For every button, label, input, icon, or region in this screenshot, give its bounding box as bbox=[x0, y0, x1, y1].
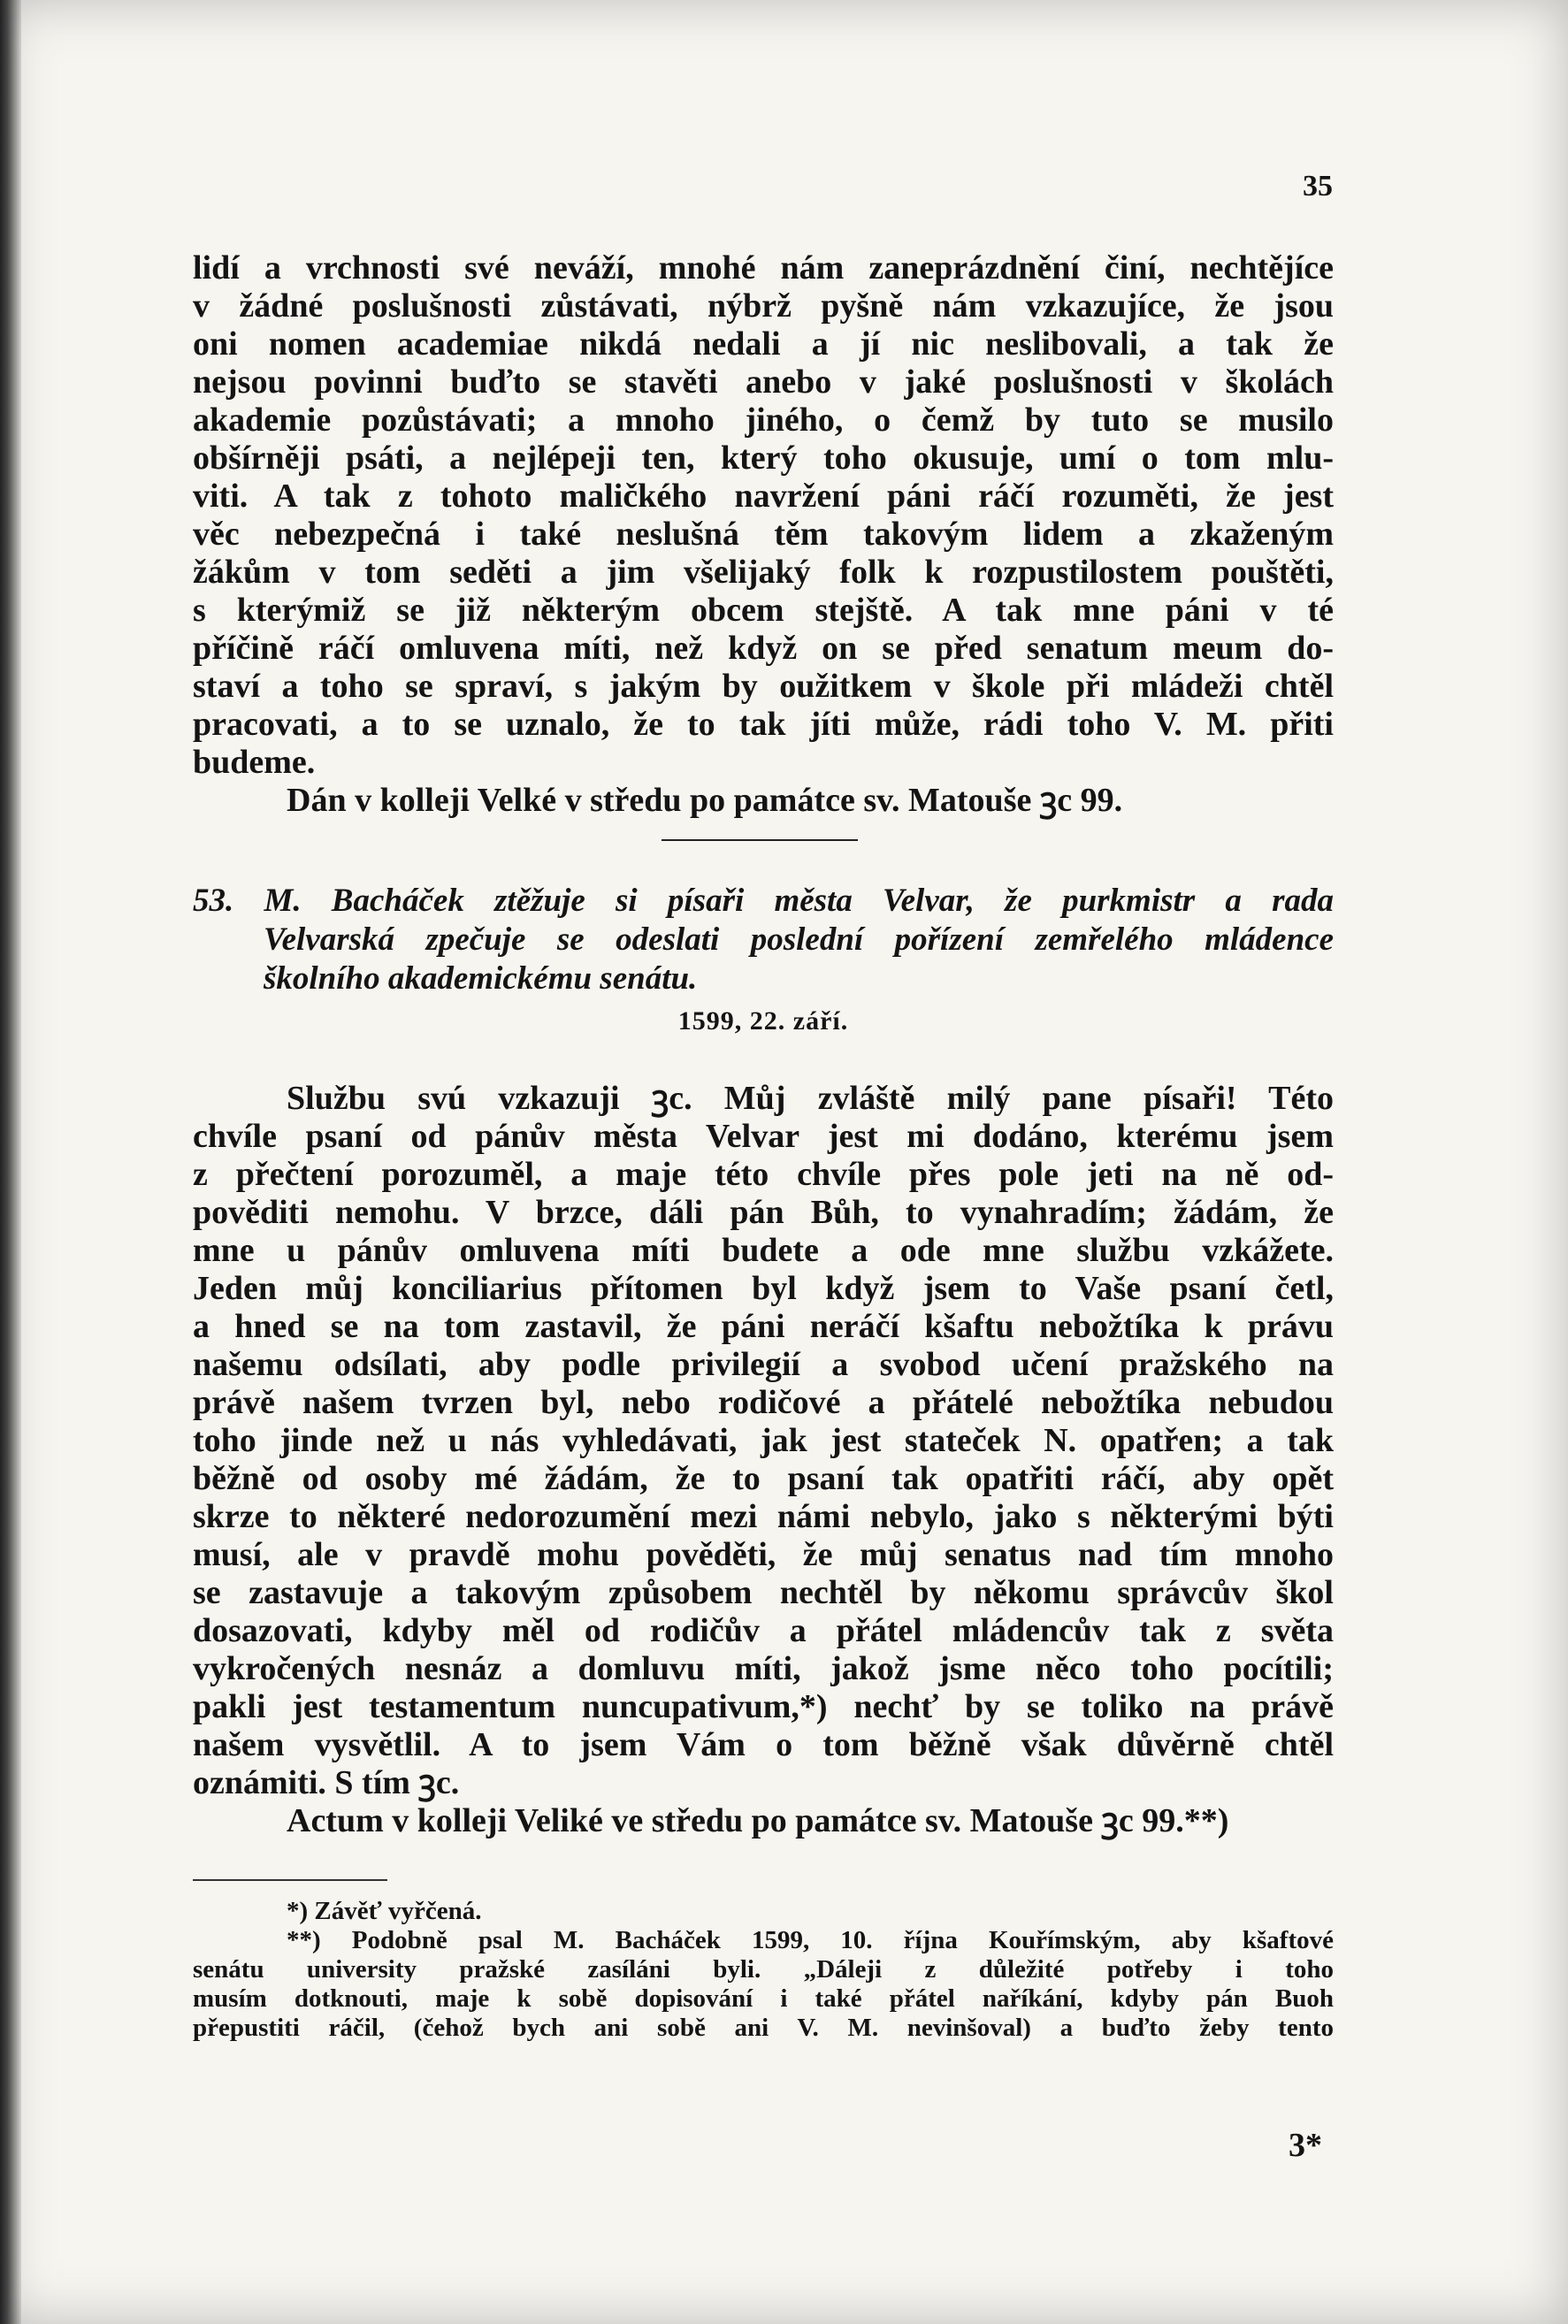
text-line: našemu odsílati, aby podle privilegií a svobod učení pražského na bbox=[193, 1346, 1334, 1383]
text-line: běžně od osoby mé žádám, že to psaní tak opatřiti ráčí, aby opět bbox=[193, 1460, 1334, 1497]
text-line: akademie pozůstávati; a mnoho jiného, o čemž by tuto se musilo bbox=[193, 401, 1334, 439]
page-number: 35 bbox=[1303, 170, 1333, 203]
text-line: toho jinde než u nás vyhledávati, jak jest stateček N. opatřen; a tak bbox=[193, 1422, 1334, 1459]
text-line: našem vysvětlil. A to jsem Vám o tom běžně však důvěrně chtěl bbox=[193, 1726, 1334, 1763]
paragraph-letter-end bbox=[193, 249, 1334, 820]
text-line: s kterýmiž se již některým obcem stejště. A tak mne páni v té bbox=[193, 592, 1334, 629]
heading-line: Velvarská zpečuje se odeslati poslední pořízení zemřelého mládence bbox=[264, 921, 1334, 958]
text-line: vykročených nesnáz a domluvu míti, jakož jsme něco toho pocítili; bbox=[193, 1650, 1334, 1687]
text-line: a hned se na tom zastavil, že páni neráčí kšaftu nebožtíka k právu bbox=[193, 1308, 1334, 1345]
text-line: v žádné poslušnosti zůstávati, nýbrž pyšně nám vzkazujíce, že jsou bbox=[193, 287, 1334, 325]
footnote-line: *) Závěť vyřčená. bbox=[287, 1897, 482, 1925]
text-line: viti. A tak z tohoto maličkého navržení páni ráčí rozuměti, že jest bbox=[193, 478, 1334, 515]
document-date: 1599, 22. září. bbox=[677, 1006, 849, 1036]
closing-line: Dán v kolleji Velké v středu po památce sv. Matouše ꝫc 99. bbox=[287, 782, 1123, 819]
text-line: lidí a vrchnosti své neváží, mnohé nám zaneprázdnění činí, nechtějíce bbox=[193, 249, 1334, 287]
text-line: musí, ale v pravdě mohu pověděti, že můj senatus nad tím mnoho bbox=[193, 1536, 1334, 1573]
text-line: chvíle psaní od pánův města Velvar jest mi dodáno, kterému jsem bbox=[193, 1118, 1334, 1155]
section-separator bbox=[662, 839, 858, 841]
text-line: oni nomen academiae nikdá nedali a jí nic neslibovali, a tak že bbox=[193, 325, 1334, 363]
text-line: skrze to některé nedorozumění mezi námi nebylo, jako s některými býti bbox=[193, 1498, 1334, 1535]
text-line: mne u pánův omluvena míti budete a ode mne službu vzkážete. bbox=[193, 1232, 1334, 1269]
text-line: oznámiti. S tím ꝫc. bbox=[193, 1764, 460, 1801]
heading-line: 53. M. Bacháček ztěžuje si písaři města Velvar, že purkmistr a rada bbox=[193, 883, 1334, 919]
text-line: dosazovati, kdyby měl od rodičův a přátel mládencův tak z světa bbox=[193, 1612, 1334, 1649]
footnote-line: přepustiti ráčil, (čehož bych ani sobě ani V. M. nevinšoval) a buďto žeby tento bbox=[193, 2014, 1334, 2042]
paragraph-letter bbox=[193, 1080, 1334, 1840]
text-line: budeme. bbox=[193, 744, 316, 781]
heading-line: školního akademickému senátu. bbox=[264, 960, 698, 997]
text-line: z přečtení porozuměl, a maje této chvíle přes pole jeti na ně od- bbox=[193, 1156, 1334, 1193]
text-line: obšírněji psáti, a nejlépeji ten, který toho okusuje, umí o tom mlu- bbox=[193, 440, 1334, 477]
text-line: pracovati, a to se uznalo, že to tak jíti může, rádi toho V. M. přiti bbox=[193, 706, 1334, 743]
footnotes bbox=[193, 1897, 1334, 2043]
text-line: pakli jest testamentum nuncupativum,*) nechť by se toliko na právě bbox=[193, 1688, 1334, 1725]
closing-line: Actum v kolleji Veliké ve středu po památce sv. Matouše ꝫc 99.**) bbox=[287, 1802, 1229, 1839]
text-line: žákům v tom seděti a jim všelijaký folk k rozpustilostem pouštěti, bbox=[193, 554, 1334, 591]
text-line: se zastavuje a takovým způsobem nechtěl by někomu správcův škol bbox=[193, 1574, 1334, 1611]
text-line: staví a toho se spraví, s jakým by oužitkem v škole při mládeži chtěl bbox=[193, 668, 1334, 705]
text-line: Jeden můj konciliarius přítomen byl když jsem to Vaše psaní četl, bbox=[193, 1270, 1334, 1307]
text-line: příčině ráčí omluvena míti, než když on se před senatum meum do- bbox=[193, 630, 1334, 667]
footnote-line: musím dotknouti, maje k sobě dopisování i také přátel naříkání, kdyby pán Buoh bbox=[193, 1984, 1334, 2013]
text-line: věc nebezpečná i také neslušná těm takovým lidem a zkaženým bbox=[193, 516, 1334, 553]
text-line: nejsou povinni buďto se stavěti anebo v jaké poslušnosti v školách bbox=[193, 363, 1334, 401]
text-line: právě našem tvrzen byl, nebo rodičové a přátelé nebožtíka nebudou bbox=[193, 1384, 1334, 1421]
document-heading bbox=[193, 882, 1334, 998]
text-line: pověditi nemohu. V brzce, dáli pán Bůh, to vynahradím; žádám, že bbox=[193, 1194, 1334, 1231]
signature-mark: 3* bbox=[1289, 2127, 1322, 2164]
footnote-line: senátu university pražské zasíláni byli. „Dáleji z důležité potřeby i toho bbox=[193, 1955, 1334, 1984]
text-line: Službu svú vzkazuji ꝫc. Můj zvláště milý pane písaři! Této bbox=[287, 1080, 1334, 1117]
text-body bbox=[193, 249, 1334, 2043]
page-edge-shadow bbox=[0, 0, 21, 2324]
footnote-line: **) Podobně psal M. Bacháček 1599, 10. října Kouřímským, aby kšaftové bbox=[287, 1926, 1334, 1954]
footnote-rule bbox=[193, 1879, 387, 1881]
